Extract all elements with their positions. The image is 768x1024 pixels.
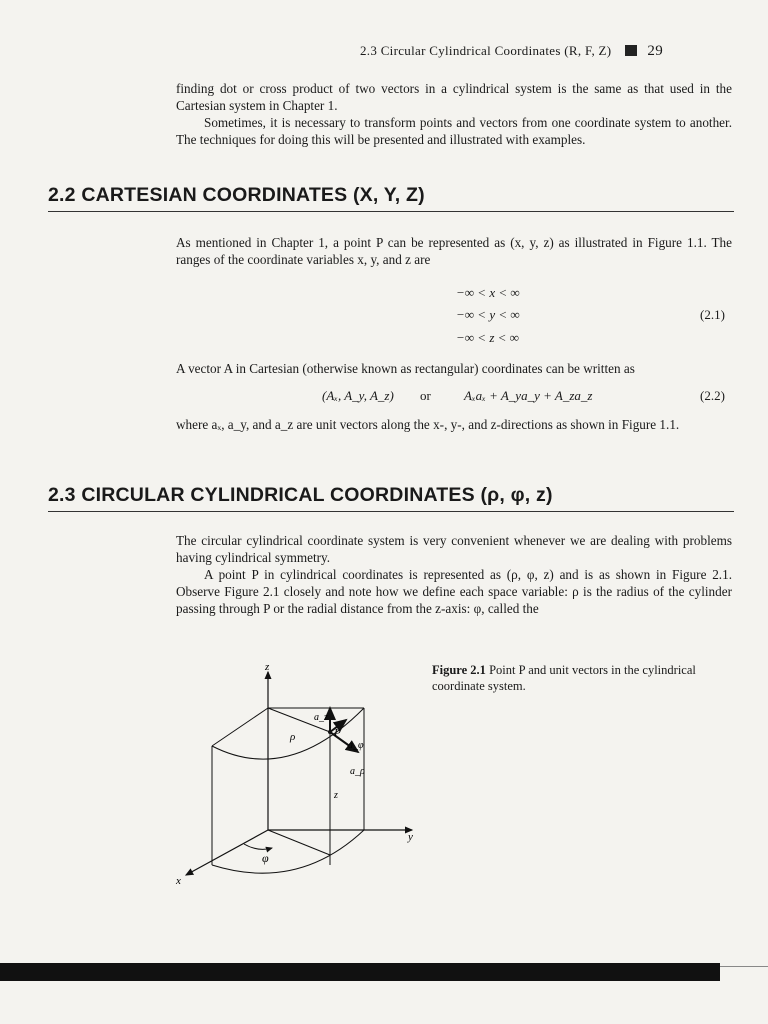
section-2-3-paragraph-1: The circular cylindrical coordinate system is very convenient whenever we are dealing with problems having cylindrical symmetry. bbox=[176, 533, 732, 565]
equation-2-2-number: (2.2) bbox=[700, 388, 725, 403]
intro-paragraph-1: finding dot or cross product of two vectors in a cylindrical system is the same as that used in the Cartesian system in Chapter 1. bbox=[176, 81, 732, 113]
point-p-dot bbox=[328, 730, 332, 734]
section-2-2-title: 2.2 CARTESIAN COORDINATES (X, Y, Z) bbox=[48, 184, 734, 212]
running-title: 2.3 Circular Cylindrical Coordinates (R, F, Z) bbox=[360, 43, 612, 58]
equation-2-1-number: (2.1) bbox=[700, 307, 725, 322]
header-square-icon bbox=[625, 45, 637, 56]
running-header bbox=[360, 43, 736, 60]
point-p-label: P bbox=[334, 727, 341, 739]
equation-2-2-left: (Aₓ, A_y, A_z) bbox=[322, 388, 394, 403]
y-axis-label: y bbox=[408, 831, 413, 843]
figure-caption-label: Figure 2.1 bbox=[432, 663, 486, 677]
z-axis-label: z bbox=[265, 661, 270, 673]
figure-caption bbox=[432, 662, 732, 694]
equation-2-2-or: or bbox=[420, 388, 431, 403]
equation-y-range: −∞ < y < ∞ bbox=[456, 307, 520, 322]
section-2-3-paragraph-2: A point P in cylindrical coordinates is represented as (ρ, φ, z) and is as shown in Figure 2.1. Observe Figure 2.1 closely and note how we define each space variable: ρ is the radius of the cylinder passing through P or the radial distance from the z-axis: φ, called the bbox=[176, 567, 732, 616]
cylindrical-coordinates-figure bbox=[168, 660, 428, 890]
a-rho-label: a_ρ bbox=[350, 766, 365, 777]
top-left-edge bbox=[212, 708, 268, 746]
equation-z-range: −∞ < z < ∞ bbox=[456, 330, 519, 345]
section-2-2-paragraph-3: where aₓ, a_y, and a_z are unit vectors along the x-, y-, and z-directions as shown in Figure 1.1. bbox=[176, 417, 680, 432]
z-height-label: z bbox=[334, 790, 338, 801]
bottom-rho-line bbox=[268, 830, 330, 855]
section-2-2-paragraph-1: As mentioned in Chapter 1, a point P can be represented as (x, y, z) as illustrated in Figure 1.1. The ranges of the coordinate variables x, y, and z are bbox=[176, 235, 732, 267]
intro-paragraph-2: Sometimes, it is necessary to transform points and vectors from one coordinate system to another. The techniques for doing this will be presented and illustrated with examples. bbox=[176, 115, 732, 147]
rho-label: ρ bbox=[290, 731, 296, 743]
section-2-2-paragraph-2: A vector A in Cartesian (otherwise known as rectangular) coordinates can be written as bbox=[176, 361, 635, 376]
section-2-3-title: 2.3 CIRCULAR CYLINDRICAL COORDINATES (ρ, φ, z) bbox=[48, 484, 734, 512]
x-axis-label: x bbox=[176, 875, 181, 887]
equation-2-2-right: Aₓaₓ + A_ya_y + A_za_z bbox=[464, 388, 593, 403]
bottom-rim-arc bbox=[212, 830, 364, 873]
section-2-3-text bbox=[176, 532, 732, 617]
scan-bottom-bar bbox=[0, 963, 720, 981]
phi-angle-arc bbox=[244, 844, 272, 849]
figure-caption-text: Point P and unit vectors in the cylindrical coordinate system. bbox=[432, 663, 696, 693]
scan-bottom-line bbox=[720, 966, 768, 967]
x-axis bbox=[186, 830, 268, 875]
intro-text bbox=[176, 80, 732, 148]
equation-x-range: −∞ < x < ∞ bbox=[456, 285, 520, 300]
phi-label: φ bbox=[262, 851, 269, 865]
page-number: 29 bbox=[647, 43, 664, 59]
a-phi-label: a_φ bbox=[348, 740, 364, 751]
a-z-label: a_z bbox=[314, 712, 328, 723]
